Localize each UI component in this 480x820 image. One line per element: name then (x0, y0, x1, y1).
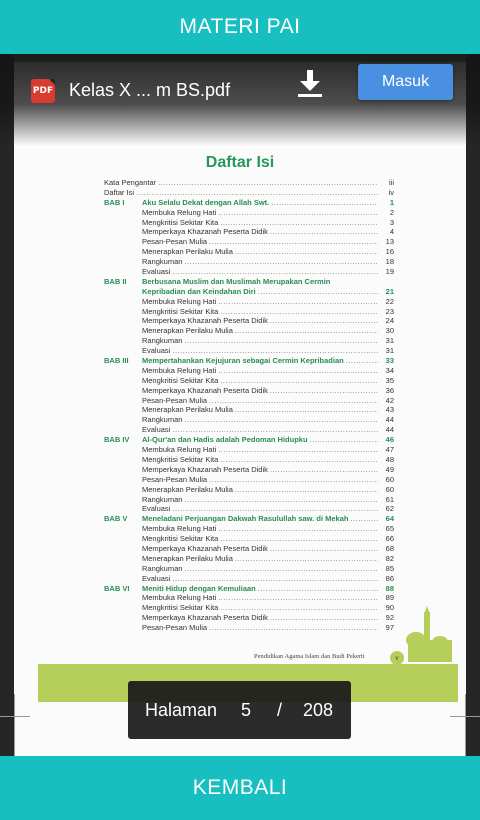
toc-page-number: 68 (385, 543, 394, 553)
toc-entry-title: Evaluasi (142, 573, 171, 583)
toc-entry-title: Evaluasi (142, 504, 171, 514)
toc-page-number: 65 (385, 524, 394, 534)
app-title-bar (0, 0, 480, 54)
toc-leader-dots (218, 208, 378, 218)
toc-leader-dots (172, 346, 378, 356)
toc-entry-title: Membuka Relung Hati (142, 365, 217, 375)
toc-leader-dots (184, 495, 378, 505)
toc-row (104, 396, 394, 406)
toc-row (104, 237, 394, 247)
toc-page-number: 24 (385, 316, 394, 326)
toc-page-number: 85 (385, 563, 394, 573)
toc-leader-dots (218, 524, 378, 534)
page-label: Halaman (145, 699, 218, 720)
toc-leader-dots (184, 336, 378, 346)
toc-row (104, 504, 394, 514)
toc-page-number: 47 (385, 445, 394, 455)
toc-row (104, 366, 394, 376)
toc-leader-dots (235, 405, 378, 415)
toc-leader-dots (220, 534, 378, 544)
toc-row (104, 405, 394, 415)
toc-row (104, 564, 394, 574)
toc-row (104, 613, 394, 623)
total-pages: 208 (303, 699, 334, 720)
toc-entry-title: Memperkaya Khazanah Peserta Didik (142, 385, 268, 395)
toc-chapter-title: Kepribadian dan Keindahan Diri (142, 286, 256, 296)
toc-row (104, 178, 394, 188)
toc-leader-dots (209, 396, 378, 406)
toc-row (104, 524, 394, 534)
toc-page-number: 31 (385, 346, 394, 356)
toc-page-number: 22 (385, 296, 394, 306)
toc-page-number: 61 (385, 494, 394, 504)
toc-entry-title: Memperkaya Khazanah Peserta Didik (142, 464, 268, 474)
toc-leader-dots (184, 564, 378, 574)
toc-page-number: 90 (385, 603, 394, 613)
toc-page-number: 43 (385, 405, 394, 415)
toc-row (104, 257, 394, 267)
toc-row (104, 188, 394, 198)
toc-row (104, 386, 394, 396)
toc-leader-dots (310, 435, 378, 445)
toc-row (104, 316, 394, 326)
toc-chapter-title: Al-Qur'an dan Hadis adalah Pedoman Hidupku (142, 435, 308, 445)
toc-leader-dots (172, 425, 378, 435)
toc-leader-dots (136, 188, 378, 198)
toc-leader-dots (235, 326, 378, 336)
toc-leader-dots (270, 613, 378, 623)
toc-page-number: 13 (385, 237, 394, 247)
toc-page-number: 16 (385, 247, 394, 257)
toc-row (104, 277, 394, 287)
back-button[interactable] (0, 756, 480, 820)
toc-entry-title: Evaluasi (142, 267, 171, 277)
pdf-page[interactable] (14, 54, 466, 756)
back-button-label: KEMBALI (192, 776, 288, 799)
toc-page-number: 18 (385, 257, 394, 267)
table-of-contents (104, 178, 394, 633)
toc-row (104, 544, 394, 554)
toc-entry-title: Mengkritisi Sekitar Kita (142, 217, 219, 227)
toc-page-number: 36 (385, 385, 394, 395)
toc-page-number: 60 (385, 484, 394, 494)
pdf-viewer[interactable] (0, 54, 480, 756)
toc-leader-dots (209, 623, 378, 633)
toc-leader-dots (172, 574, 378, 584)
toc-leader-dots (220, 307, 378, 317)
toc-entry-title: Pesan-Pesan Mulia (142, 395, 208, 405)
toc-leader-dots (270, 465, 378, 475)
footer-page-number: v (390, 651, 404, 665)
toc-entry-title: Mengkritisi Sekitar Kita (142, 603, 219, 613)
toc-entry-title: Membuka Relung Hati (142, 296, 217, 306)
toc-leader-dots (209, 237, 378, 247)
toc-entry-title: Memperkaya Khazanah Peserta Didik (142, 543, 268, 553)
toc-entry-title: Rangkuman (142, 494, 183, 504)
toc-page-number: 48 (385, 454, 394, 464)
toc-page-number: 88 (385, 583, 394, 593)
toc-leader-dots (172, 504, 378, 514)
toc-page-number: 33 (385, 356, 394, 366)
toc-row (104, 227, 394, 237)
toc-leader-dots (218, 593, 378, 603)
toc-row (104, 307, 394, 317)
crop-mark (465, 694, 466, 756)
toc-page-number: 2 (389, 207, 394, 217)
toc-chapter-number: BAB III (104, 356, 129, 366)
toc-entry-title: Menerapkan Perilaku Mulia (142, 553, 233, 563)
toc-page-number: 3 (389, 217, 394, 227)
toc-page-number: 89 (385, 593, 394, 603)
toc-leader-dots (184, 415, 378, 425)
toc-leader-dots (350, 514, 378, 524)
toc-row (104, 465, 394, 475)
toc-row (104, 435, 394, 445)
toc-leader-dots (218, 366, 378, 376)
toc-row (104, 356, 394, 366)
toc-entry-title: Kata Pengantar (104, 178, 157, 187)
toc-row (104, 554, 394, 564)
toc-entry-title: Pesan-Pesan Mulia (142, 623, 208, 633)
toc-row (104, 584, 394, 594)
download-icon[interactable] (297, 68, 323, 98)
toc-row (104, 287, 394, 297)
toc-page-number: 21 (385, 286, 394, 296)
toc-leader-dots (346, 356, 378, 366)
toc-row (104, 218, 394, 228)
toc-entry-title: Menerapkan Perilaku Mulia (142, 326, 233, 336)
toc-row (104, 485, 394, 495)
toc-row (104, 267, 394, 277)
toc-leader-dots (270, 544, 378, 554)
toc-leader-dots (270, 316, 378, 326)
toc-row (104, 603, 394, 613)
toc-entry-title: Mengkritisi Sekitar Kita (142, 534, 219, 544)
toc-page-number: 30 (385, 326, 394, 336)
toc-entry-title: Rangkuman (142, 336, 183, 346)
toc-leader-dots (158, 178, 378, 188)
crop-mark (0, 716, 30, 717)
crop-mark (450, 716, 480, 717)
toc-entry-title: Evaluasi (142, 425, 171, 435)
toc-chapter-title: Aku Selalu Dekat dengan Allah Swt. (142, 197, 270, 207)
toc-page-number: 46 (385, 435, 394, 445)
toc-entry-title: Menerapkan Perilaku Mulia (142, 405, 233, 415)
toc-page-number: 62 (385, 504, 394, 514)
toc-leader-dots (218, 445, 378, 455)
toc-leader-dots (220, 376, 378, 386)
toc-page-number: iii (389, 178, 394, 187)
toc-entry-title: Rangkuman (142, 563, 183, 573)
page-indicator (128, 681, 351, 739)
toc-row (104, 297, 394, 307)
toc-row (104, 336, 394, 346)
toc-chapter-number: BAB I (104, 197, 125, 207)
login-button[interactable]: Masuk (358, 64, 453, 100)
toc-entry-title: Membuka Relung Hati (142, 593, 217, 603)
toc-entry-title: Mengkritisi Sekitar Kita (142, 375, 219, 385)
toc-chapter-number: BAB VI (104, 583, 130, 593)
toc-page-number: 82 (385, 553, 394, 563)
toc-page-number: 49 (385, 464, 394, 474)
toc-row (104, 415, 394, 425)
toc-row (104, 445, 394, 455)
toc-entry-title: Memperkaya Khazanah Peserta Didik (142, 613, 268, 623)
toc-row (104, 495, 394, 505)
toc-leader-dots (235, 247, 378, 257)
toc-entry-title: Pesan-Pesan Mulia (142, 237, 208, 247)
toc-leader-dots (235, 554, 378, 564)
toc-row (104, 574, 394, 584)
toc-entry-title: Rangkuman (142, 415, 183, 425)
toc-page-number: iv (388, 187, 394, 197)
toc-row (104, 514, 394, 524)
toc-chapter-title: Berbusana Muslim dan Muslimah Merupakan Cermin (142, 276, 331, 286)
toc-leader-dots (220, 455, 378, 465)
current-page: 5 (241, 699, 252, 720)
toc-leader-dots (258, 584, 378, 594)
toc-leader-dots (218, 297, 378, 307)
toc-title: Daftar Isi (205, 154, 275, 171)
toc-row (104, 247, 394, 257)
toc-row (104, 425, 394, 435)
toc-chapter-number: BAB II (104, 276, 127, 286)
toc-page-number: 35 (385, 375, 394, 385)
toc-chapter-title: Meniti Hidup dengan Kemuliaan (142, 583, 256, 593)
toc-leader-dots (270, 227, 378, 237)
toc-leader-dots (258, 287, 378, 297)
toc-row (104, 326, 394, 336)
toc-row (104, 475, 394, 485)
toc-row (104, 208, 394, 218)
pdf-file-icon: PDF (31, 79, 55, 103)
toc-leader-dots (271, 198, 378, 208)
toc-page-number: 97 (385, 623, 394, 633)
toc-row (104, 455, 394, 465)
toc-page-number: 44 (385, 415, 394, 425)
toc-page-number: 4 (389, 227, 394, 237)
toc-leader-dots (220, 603, 378, 613)
toc-row (104, 376, 394, 386)
toc-entry-title: Mengkritisi Sekitar Kita (142, 306, 219, 316)
file-name: Kelas X ... m BS.pdf (69, 80, 231, 100)
toc-chapter-title: Mempertahankan Kejujuran sebagai Cermin Kepribadian (142, 356, 344, 366)
toc-page-number: 23 (385, 306, 394, 316)
crop-mark (14, 694, 15, 756)
toc-entry-title: Menerapkan Perilaku Mulia (142, 484, 233, 494)
toc-entry-title: Pesan-Pesan Mulia (142, 474, 208, 484)
toc-entry-title: Membuka Relung Hati (142, 524, 217, 534)
footer-book-title: Pendidikan Agama Islam dan Budi Pekerti (254, 653, 365, 660)
toc-entry-title: Evaluasi (142, 346, 171, 356)
toc-chapter-number: BAB IV (104, 435, 130, 445)
toc-entry-title: Rangkuman (142, 257, 183, 267)
toc-entry-title: Daftar Isi (104, 187, 135, 197)
toc-row (104, 593, 394, 603)
toc-row (104, 346, 394, 356)
toc-page-number: 64 (385, 514, 394, 524)
toc-leader-dots (172, 267, 378, 277)
toc-page-number: 44 (385, 425, 394, 435)
toc-page-number: 31 (385, 336, 394, 346)
page-separator: / (277, 699, 283, 720)
toc-entry-title: Mengkritisi Sekitar Kita (142, 454, 219, 464)
toc-leader-dots (209, 475, 378, 485)
toc-chapter-title: Meneladani Perjuangan Dakwah Rasulullah saw. di Mekah (142, 514, 349, 524)
toc-page-number: 19 (385, 267, 394, 277)
toc-page-number: 92 (385, 613, 394, 623)
toc-entry-title: Memperkaya Khazanah Peserta Didik (142, 227, 268, 237)
toc-entry-title: Membuka Relung Hati (142, 445, 217, 455)
toc-leader-dots (184, 257, 378, 267)
toc-entry-title: Menerapkan Perilaku Mulia (142, 247, 233, 257)
toc-chapter-number: BAB V (104, 514, 128, 524)
viewer-header (0, 54, 480, 146)
toc-leader-dots (220, 218, 378, 228)
toc-entry-title: Membuka Relung Hati (142, 207, 217, 217)
toc-leader-dots (235, 485, 378, 495)
toc-page-number: 34 (385, 365, 394, 375)
toc-page-number: 86 (385, 573, 394, 583)
toc-row (104, 623, 394, 633)
toc-page-number: 1 (389, 197, 394, 207)
toc-row (104, 198, 394, 208)
toc-page-number: 60 (385, 474, 394, 484)
app-title: MATERI PAI (179, 15, 301, 38)
toc-page-number: 42 (385, 395, 394, 405)
toc-row (104, 534, 394, 544)
toc-page-number: 66 (385, 534, 394, 544)
toc-entry-title: Memperkaya Khazanah Peserta Didik (142, 316, 268, 326)
toc-leader-dots (270, 386, 378, 396)
